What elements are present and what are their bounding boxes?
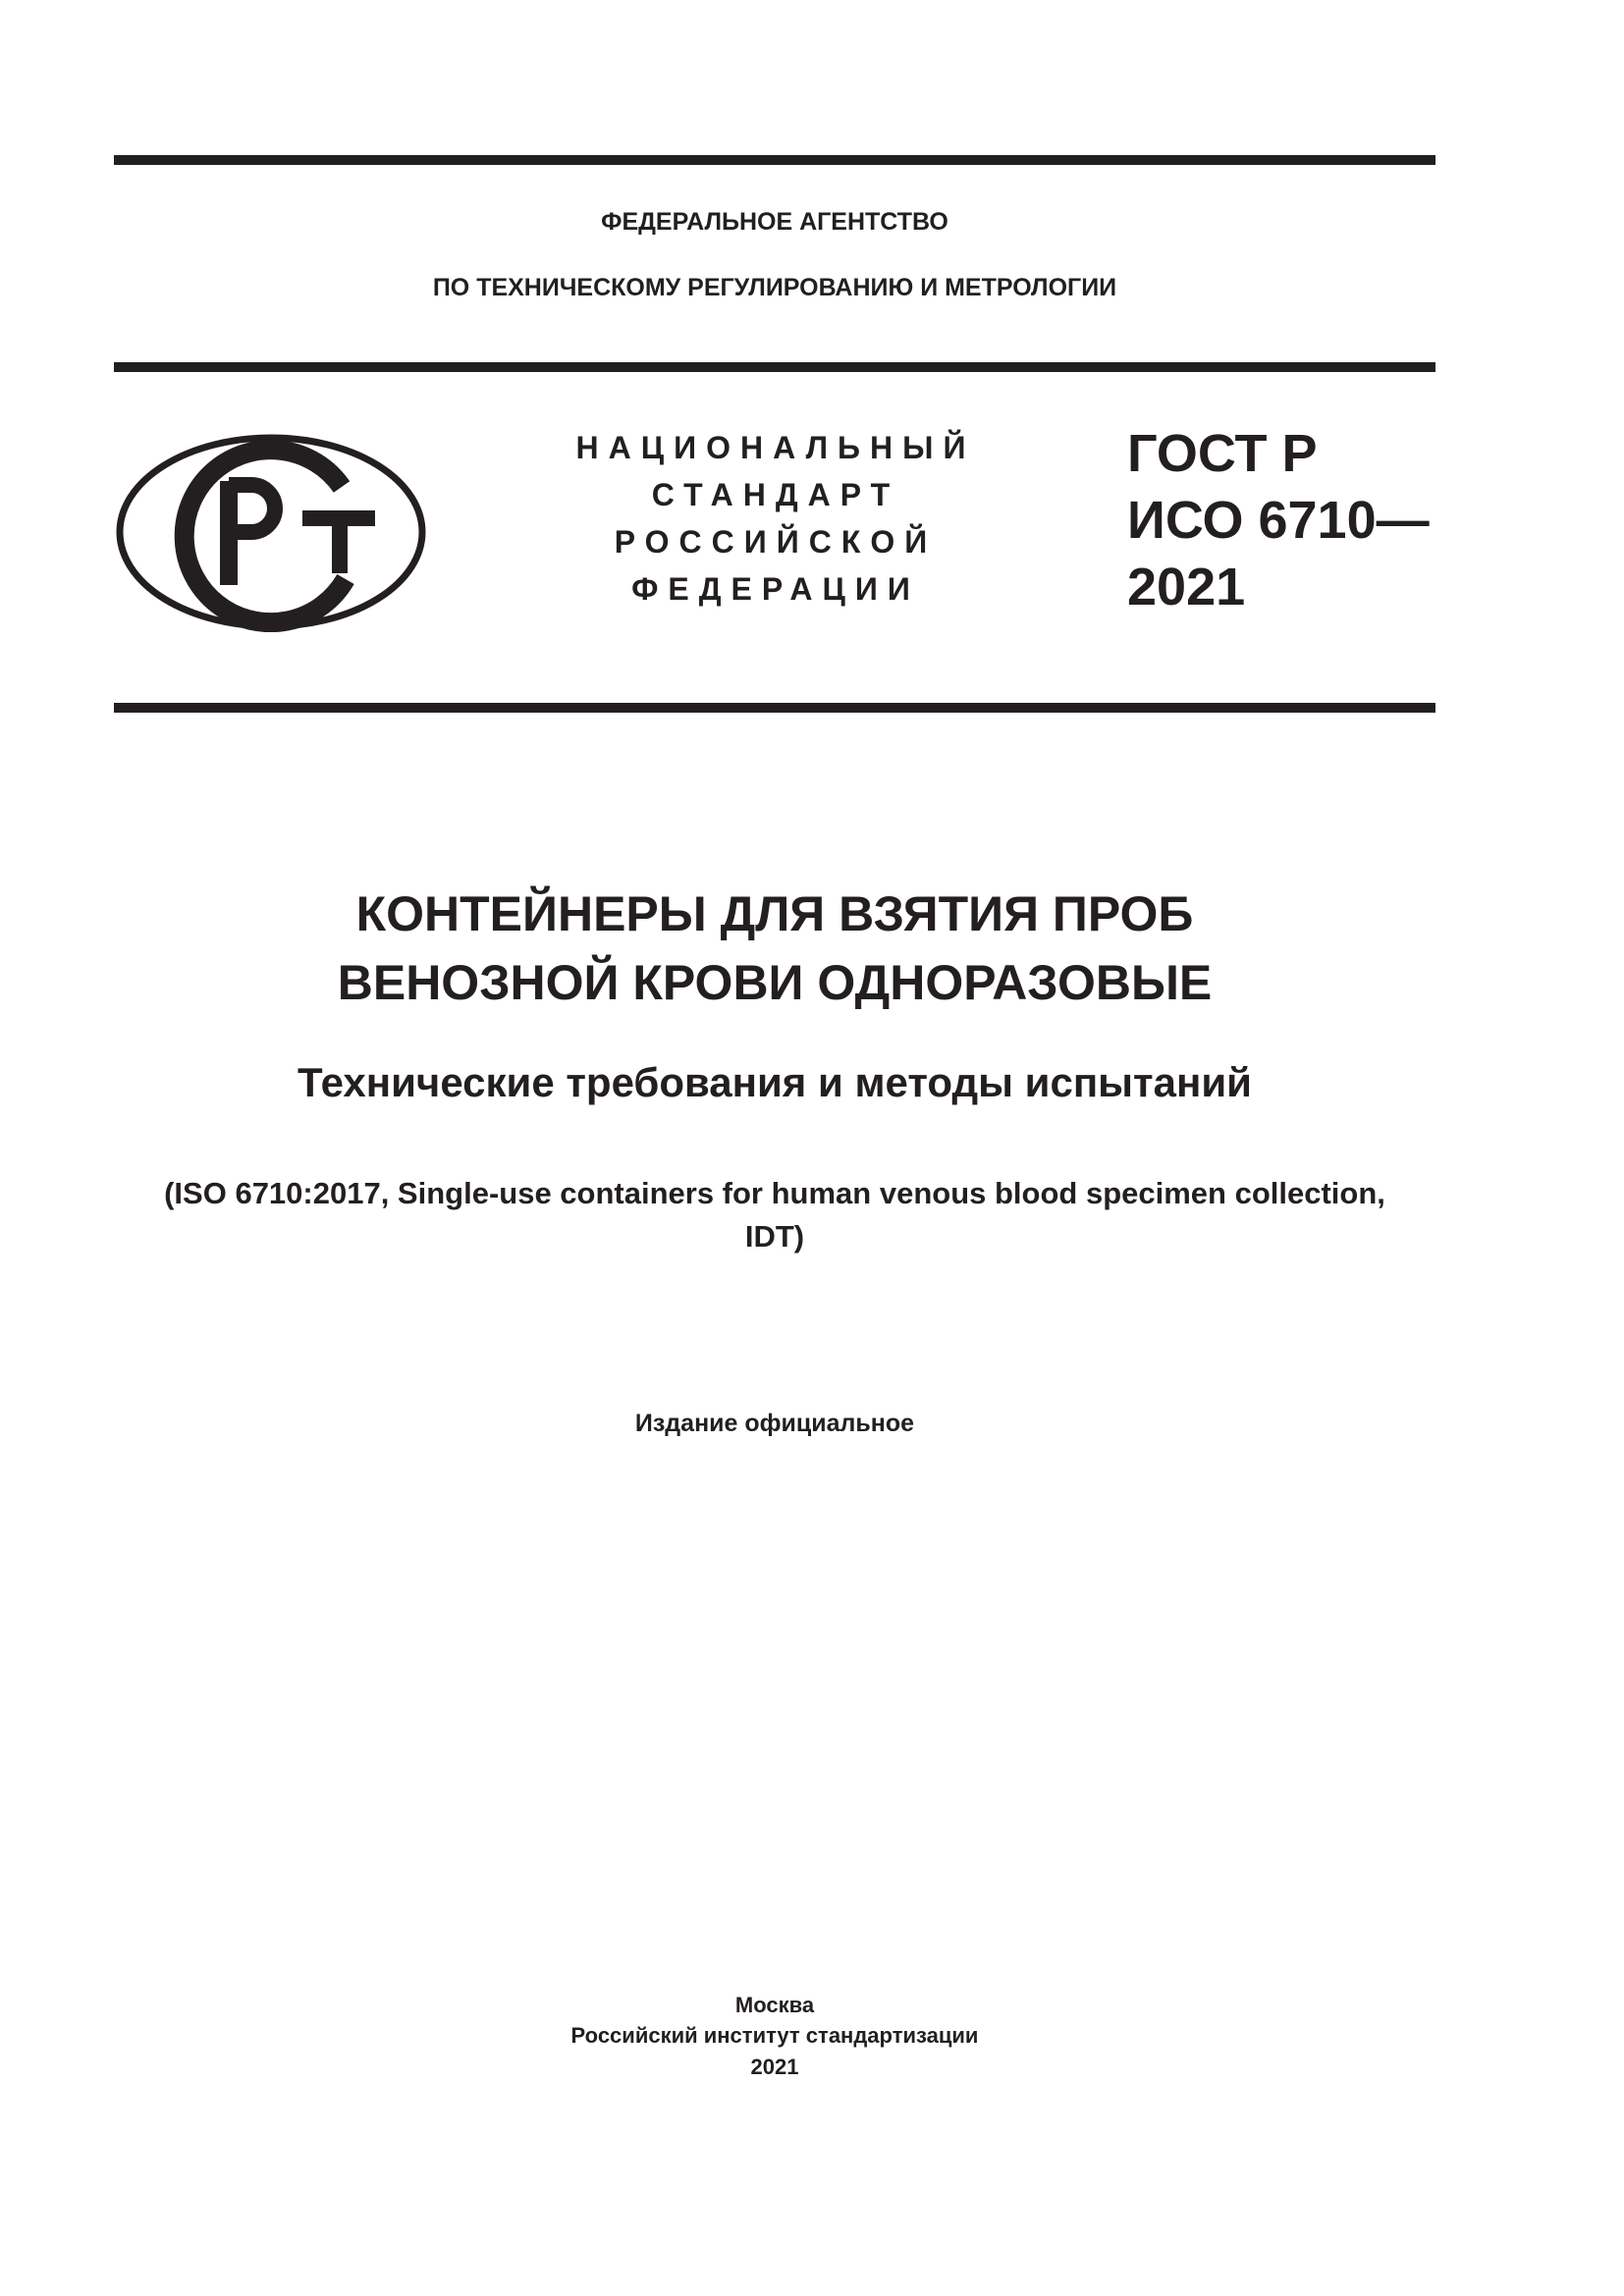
national-standard-line-4: ФЕДЕРАЦИИ <box>631 571 920 607</box>
designation-line-3: 2021 <box>1127 558 1246 616</box>
national-standard-line-1: НАЦИОНАЛЬНЫЙ <box>575 430 976 465</box>
publisher-city: Москва <box>734 1993 815 2017</box>
designation-line-1: ГОСТ Р <box>1127 424 1318 483</box>
publication-year: 2021 <box>750 2055 799 2079</box>
national-standard-line-2: СТАНДАРТ <box>651 477 900 512</box>
top-rule <box>114 155 1435 165</box>
divider-rule <box>114 703 1435 713</box>
rst-emblem-icon <box>114 432 428 632</box>
header-rule <box>114 362 1435 372</box>
publisher-organization: Российский институт стандартизации <box>570 2023 979 2048</box>
rst-emblem-graphic <box>114 432 428 632</box>
document-title-line-1: КОНТЕЙНЕРЫ ДЛЯ ВЗЯТИЯ ПРОБ <box>355 886 1194 941</box>
document-title-line-2: ВЕНОЗНОЙ КРОВИ ОДНОРАЗОВЫЕ <box>337 955 1213 1010</box>
iso-reference-line-2: IDT) <box>744 1219 805 1254</box>
iso-reference-line-1: (ISO 6710:2017, Single-use containers for human venous blood specimen collection, <box>164 1176 1385 1210</box>
national-standard-line-3: РОССИЙСКОЙ <box>614 524 938 560</box>
document-subtitle: Технические требования и методы испытаний <box>298 1059 1252 1105</box>
designation-line-2: ИСО 6710— <box>1127 491 1430 550</box>
standard-designation <box>1127 420 1441 620</box>
agency-name-line-1: ФЕДЕРАЛЬНОЕ АГЕНТСТВО <box>601 208 948 236</box>
national-standard-label <box>550 424 1001 613</box>
agency-name-line-2: ПО ТЕХНИЧЕСКОМУ РЕГУЛИРОВАНИЮ И МЕТРОЛОГИИ <box>432 274 1117 301</box>
edition-label: Издание официальное <box>634 1410 915 1437</box>
